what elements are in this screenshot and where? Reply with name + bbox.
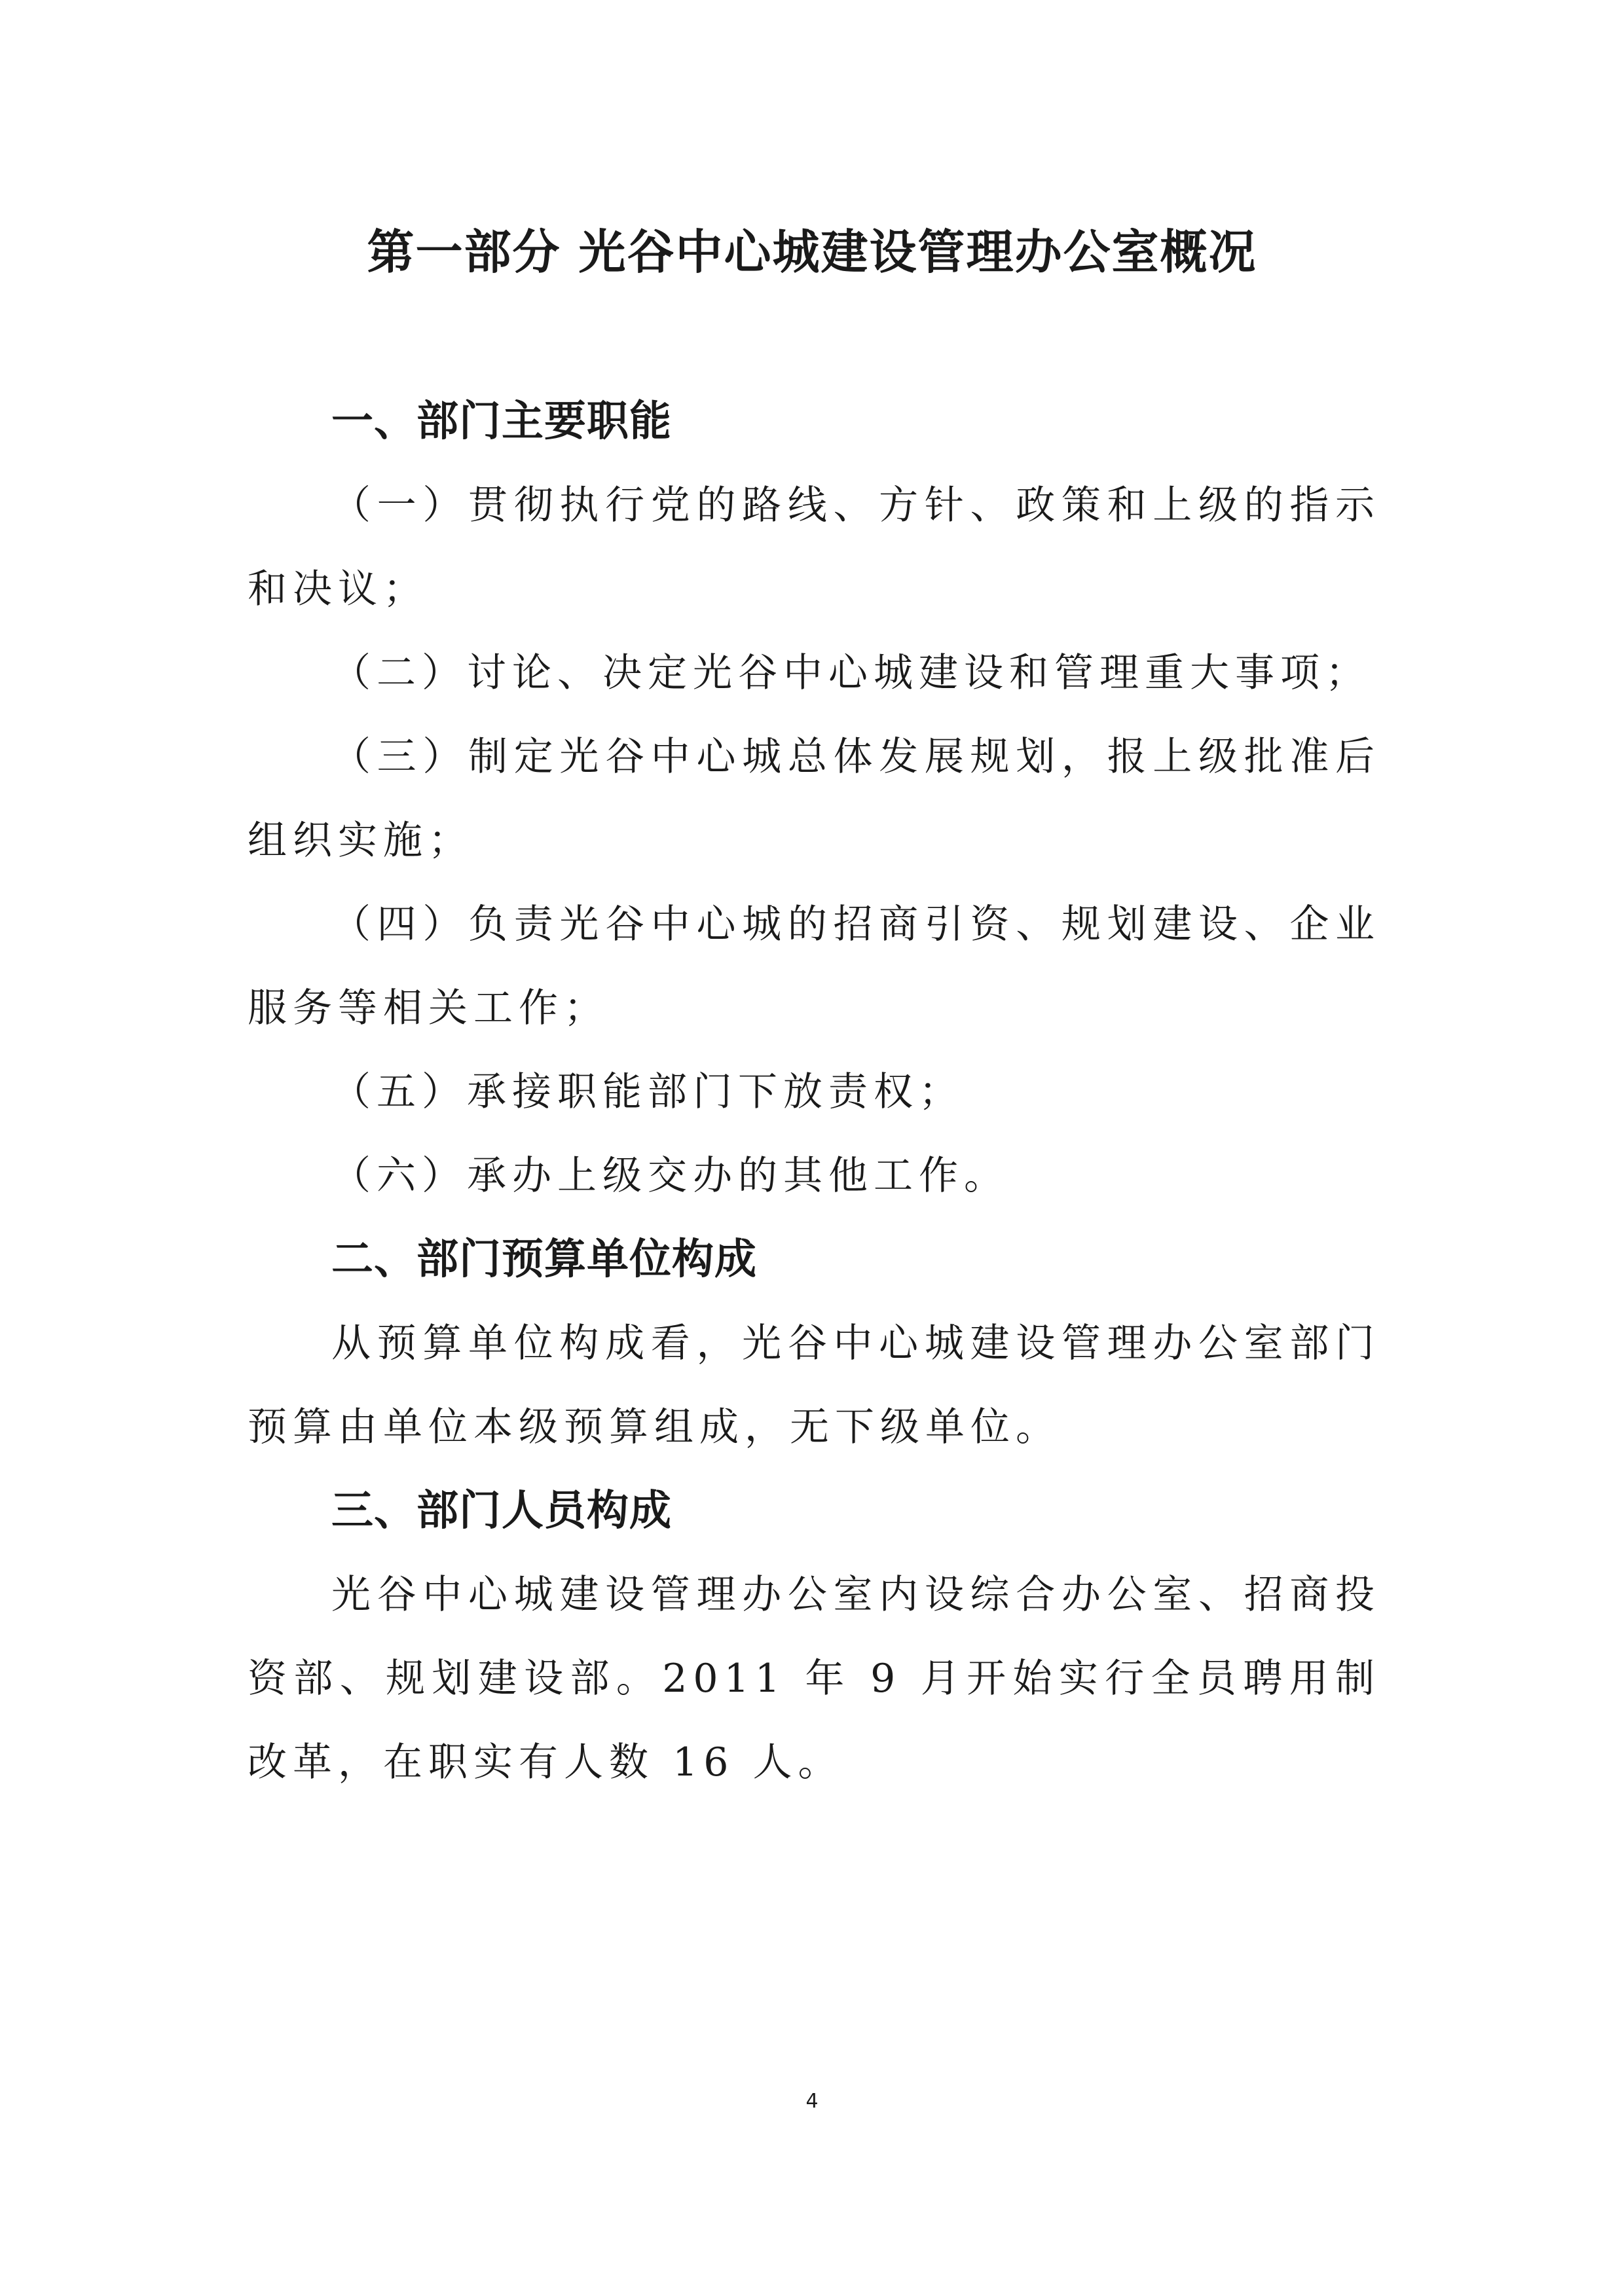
function-item-5: （五）承接职能部门下放责权；	[331, 1069, 964, 1115]
section-heading-budget-units: 二、部门预算单位构成	[331, 1235, 757, 1284]
function-item-1: （一）贯彻执行党的路线、方针、政策和上级的指示和决议；	[248, 483, 1380, 612]
page-title: 第一部分 光谷中心城建设管理办公室概况	[367, 225, 1257, 280]
page-number: 4	[805, 2090, 819, 2113]
document-body	[248, 380, 1380, 1804]
function-item-6: （六）承办上级交办的其他工作。	[331, 1153, 1009, 1199]
staffing-paragraph: 光谷中心城建设管理办公室内设综合办公室、招商投资部、规划建设部。2011 年 9 月开始实行全员聘用制改革，在职实有人数 16 人。	[248, 1572, 1380, 1785]
function-item-3: （三）制定光谷中心城总体发展规划，报上级批准后组织实施；	[248, 734, 1380, 864]
section-heading-functions: 一、部门主要职能	[331, 397, 672, 446]
function-item-2: （二）讨论、决定光谷中心城建设和管理重大事项；	[331, 650, 1371, 696]
budget-units-paragraph: 从预算单位构成看，光谷中心城建设管理办公室部门预算由单位本级预算组成，无下级单位。	[248, 1321, 1380, 1450]
section-heading-staffing: 三、部门人员构成	[331, 1487, 672, 1535]
function-item-4: （四）负责光谷中心城的招商引资、规划建设、企业服务等相关工作；	[248, 902, 1380, 1031]
